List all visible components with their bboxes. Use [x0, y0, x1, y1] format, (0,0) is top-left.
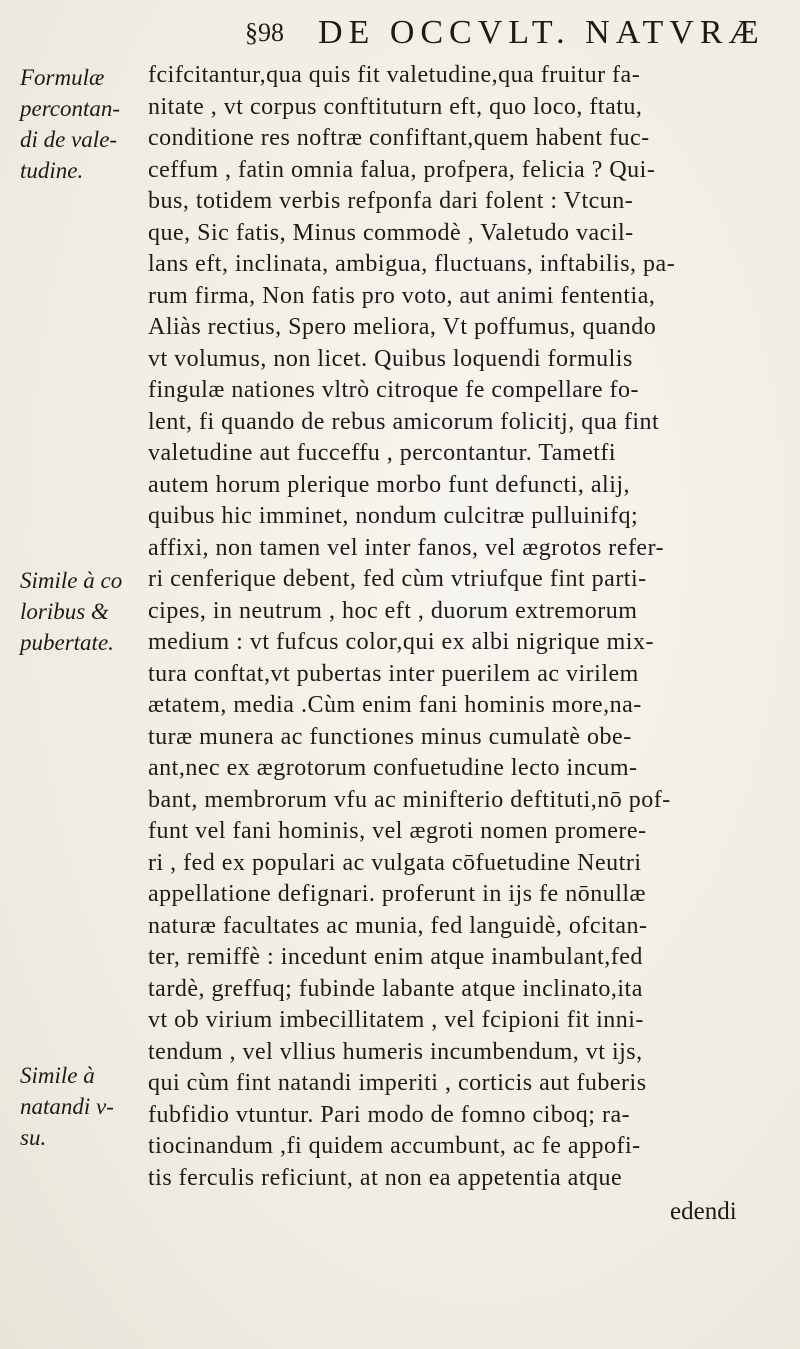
text-line: vt volumus, non licet. Quibus loquendi formulis	[148, 345, 633, 372]
text-line: conditione res noftræ confiftant,quem habent fuc-	[148, 125, 650, 151]
text-line: valetudine aut fucceffu , percontantur. Tametfi	[148, 440, 617, 466]
text-line: qui cùm fint natandi imperiti , corticis aut fuberis	[148, 1070, 647, 1096]
text-line: lent, fi quando de rebus amicorum folicitj, qua fint	[148, 408, 660, 435]
margin-note-colors-puberty: Simile à co loribus & pubertate.	[20, 568, 123, 655]
text-line: vt ob virium imbecillitatem , vel fcipioni fit inni-	[148, 1007, 644, 1033]
text-line: fingulæ nationes vltrò citroque fe compellare fo-	[148, 377, 640, 403]
margin-note-swimming: Simile à natandi v- su.	[20, 1063, 114, 1150]
text-line: fcifcitantur,qua quis fit valetudine,qua fruitur fa-	[148, 62, 641, 88]
text-line: tendum , vel vllius humeris incumbendum, vt ijs,	[148, 1038, 643, 1065]
text-line: rum firma, Non fatis pro voto, aut animi fententia,	[148, 282, 656, 309]
running-title: DE OCCVLT. NATVRÆ	[318, 14, 765, 51]
text-line: ætatem, media .Cùm enim fani hominis more,na-	[148, 692, 642, 718]
text-line: medium : vt fufcus color,qui ex albi nigrique mix-	[148, 629, 654, 655]
text-line: appellatione defignari. proferunt in ijs fe nōnullæ	[148, 881, 647, 907]
text-line: tura conftat,vt pubertas inter puerilem ac virilem	[148, 660, 639, 687]
text-line: ri cenferique debent, fed cùm vtriufque fint parti-	[148, 566, 647, 592]
body-text	[148, 60, 788, 1194]
text-line: ant,nec ex ægrotorum confuetudine lecto incum-	[148, 755, 638, 781]
text-line: bant, membrorum vfu ac minifterio deftituti,nō pof-	[148, 786, 671, 813]
text-line: ter, remiffè : incedunt enim atque inambulant,fed	[148, 944, 643, 970]
margin-notes	[0, 0, 140, 1349]
text-line: autem horum plerique morbo funt defuncti, alij,	[148, 471, 631, 498]
text-line: turæ munera ac functiones minus cumulatè obe-	[148, 723, 632, 750]
catchword: edendi	[670, 1198, 737, 1225]
page-number: §98	[245, 18, 284, 47]
text-line: ri , fed ex populari ac vulgata cōfuetudine Neutri	[148, 849, 642, 876]
text-line: lans eft, inclinata, ambigua, fluctuans, inftabilis, pa-	[148, 251, 676, 277]
text-line: que, Sic fatis, Minus commodè , Valetudo vacil-	[148, 219, 634, 246]
text-line: nitate , vt corpus conftituturn eft, quo loco, ftatu,	[148, 93, 643, 120]
text-line: ceffum , fatin omnia falua, profpera, felicia ? Qui-	[148, 156, 656, 183]
text-line: tiocinandum ,fi quidem accumbunt, ac fe appofi-	[148, 1133, 641, 1159]
text-line: tis ferculis reficiunt, at non ea appetentia atque	[148, 1164, 623, 1191]
text-line: fubfidio vtuntur. Pari modo de fomno ciboq; ra-	[148, 1101, 631, 1128]
text-line: funt vel fani hominis, vel ægroti nomen promere-	[148, 818, 647, 844]
text-line: naturæ facultates ac munia, fed languidè, ofcitan-	[148, 912, 648, 939]
text-line: Aliàs rectius, Spero meliora, Vt poffumus, quando	[148, 314, 657, 340]
text-line: bus, totidem verbis refponfa dari folent : Vtcun-	[148, 188, 634, 214]
margin-note-formulae: Formulæ percontan- di de vale- tudine.	[20, 65, 121, 183]
text-line: affixi, non tamen vel inter fanos, vel ægrotos refer-	[148, 534, 665, 561]
text-line: cipes, in neutrum , hoc eft , duorum extremorum	[148, 597, 638, 624]
text-line: tardè, greffuq; fubinde labante atque inclinato,ita	[148, 975, 643, 1002]
text-line: quibus hic imminet, nondum culcitræ pulluinifq;	[148, 503, 639, 529]
